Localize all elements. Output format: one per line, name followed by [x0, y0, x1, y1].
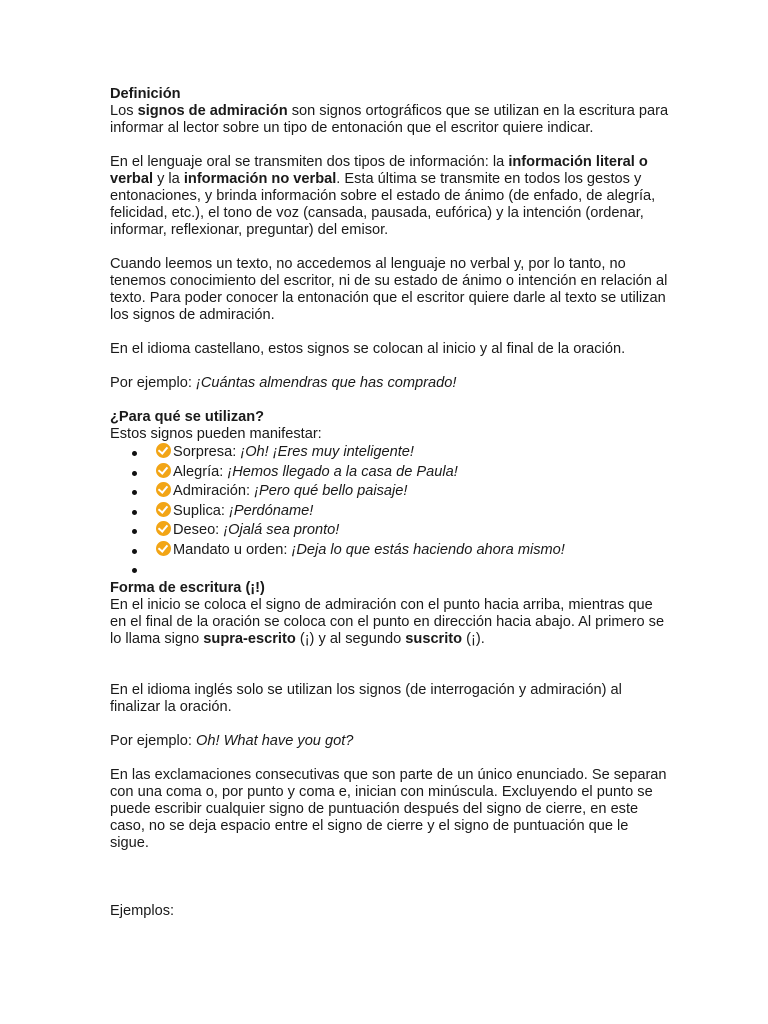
text-span: Por ejemplo:: [110, 375, 192, 391]
text-span: . Esta última se transmite en todos los gestos y entonaciones, y brinda información sobre el estado de ánimo (de enfado, de alegría, felicidad, etc.), el tono de voz (cansada, pausada, eufórica) y la intención (ordenar, informar, reflexionar, preguntar) del emisor.: [110, 171, 656, 238]
list-item-example: ¡Perdóname!: [228, 502, 314, 519]
bullet-icon: [132, 529, 137, 534]
bold-term: supra-escrito: [203, 630, 296, 647]
bullet-icon: [132, 490, 137, 495]
list-item-example: ¡Deja lo que estás haciendo ahora mismo!: [291, 541, 565, 558]
heading-para-que: ¿Para qué se utilizan?: [110, 409, 265, 425]
bold-term: información literal o verbal: [110, 154, 648, 187]
check-circle-icon: [156, 541, 171, 556]
list-item-label: Mandato u orden:: [173, 541, 288, 558]
list-item-label: Sorpresa:: [173, 444, 237, 460]
text-span: (¡).: [466, 630, 485, 647]
text-span: En el lenguaje oral se transmiten dos tipos de información: la: [110, 154, 505, 170]
list-item-label: Alegría:: [173, 463, 224, 480]
list-item-example: ¡Hemos llegado a la casa de Paula!: [227, 463, 458, 480]
paragraph-texto: Cuando leemos un texto, no accedemos al lenguaje no verbal y, por lo tanto, no tenemos conocimiento del escritor, ni de su estado de ánimo o intención en relación al texto. Para poder conocer la entonación que el escritor quiere darle al texto se utilizan los signos de admiración.: [110, 256, 668, 323]
text-span: En el inicio se coloca el signo de admiración con el punto hacia arriba, mientras que en el final de la oración se coloca con el punto en dirección hacia abajo. Al primero se lo llama signo: [110, 596, 665, 647]
paragraph-consecutivas: En las exclamaciones consecutivas que son parte de un único enunciado. Se separan con una coma o, por punto y coma e, inician con minúscula. Excluyendo el punto se puede escribir cualquier signo de puntuación después del signo de cierre, en este caso, no se deja espacio entre el signo de cierre y el signo de puntuación que le sigue.: [110, 766, 667, 851]
usage-list: [110, 443, 670, 580]
list-item-example: ¡Ojalá sea pronto!: [223, 522, 340, 538]
list-item-label: Deseo:: [173, 522, 220, 538]
paragraph-lenguaje-oral: [110, 154, 670, 239]
check-circle-icon: [156, 502, 171, 517]
bold-term: información no verbal: [183, 171, 337, 187]
list-item: [110, 463, 670, 483]
document-body: [110, 86, 670, 920]
bullet-icon: [132, 510, 137, 515]
heading-ejemplos: Ejemplos:: [110, 902, 175, 919]
check-circle-icon: [156, 521, 171, 536]
paragraph-ejemplo-2: [110, 733, 670, 750]
text-span: Por ejemplo:: [110, 732, 192, 749]
italic-example: ¡Cuántas almendras que has comprado!: [196, 375, 457, 391]
list-item: [110, 502, 670, 522]
paragraph-intro-lista: Estos signos pueden manifestar:: [110, 426, 322, 442]
list-item-empty: [110, 560, 670, 580]
paragraph-definicion: [110, 103, 670, 137]
text-span: Los: [110, 103, 134, 119]
text-span: (¡) y al segundo: [299, 630, 402, 647]
bullet-icon: [132, 451, 137, 456]
list-item: [110, 541, 670, 561]
heading-forma-escritura: Forma de escritura (¡!): [110, 579, 265, 596]
bold-term: signos de admiración: [137, 103, 288, 119]
list-item: [110, 443, 670, 463]
paragraph-castellano: En el idioma castellano, estos signos se colocan al inicio y al final de la oración.: [110, 341, 626, 357]
list-item-example: ¡Oh! ¡Eres muy inteligente!: [240, 444, 414, 460]
text-span: y la: [157, 171, 180, 187]
heading-definicion: Definición: [110, 86, 181, 102]
list-item-label: Suplica:: [173, 502, 225, 519]
bold-term: suscrito: [405, 630, 463, 647]
bullet-icon: [132, 549, 137, 554]
list-item: [110, 521, 670, 541]
list-item-label: Admiración:: [173, 483, 251, 499]
bullet-icon: [132, 471, 137, 476]
paragraph-ejemplo-1: [110, 375, 670, 392]
list-item: [110, 482, 670, 502]
check-circle-icon: [156, 463, 171, 478]
check-circle-icon: [156, 482, 171, 497]
bullet-icon: [132, 568, 137, 573]
paragraph-ingles: En el idioma inglés solo se utilizan los signos (de interrogación y admiración) al finalizar la oración.: [110, 681, 622, 715]
check-circle-icon: [156, 443, 171, 458]
paragraph-forma: [110, 597, 670, 648]
italic-example: Oh! What have you got?: [196, 732, 354, 749]
list-item-example: ¡Pero qué bello paisaje!: [254, 483, 408, 499]
text-span: son signos ortográficos que se utilizan en la escritura para informar al lector sobre un tipo de entonación que el escritor quiere indicar.: [110, 103, 669, 136]
